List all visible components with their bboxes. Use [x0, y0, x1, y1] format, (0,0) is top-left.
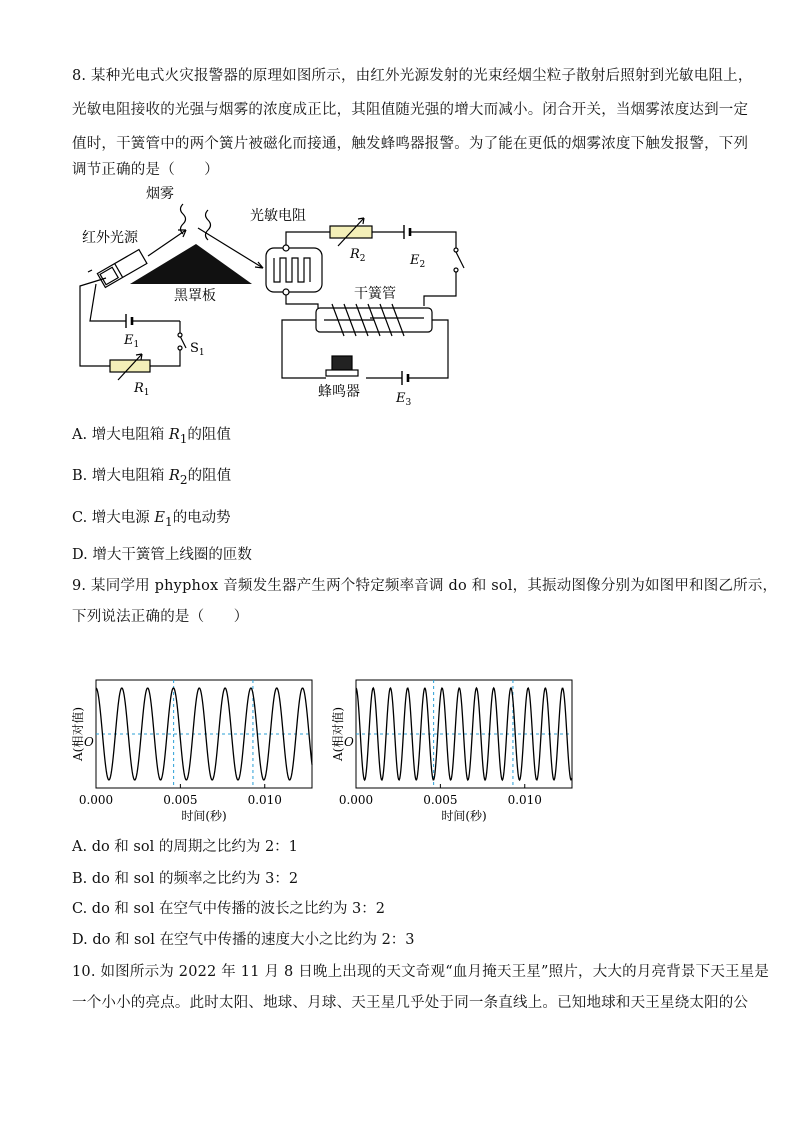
graph-0-xlabel: 时间(秒)	[181, 809, 227, 823]
label-r1: $R_1$	[134, 381, 150, 398]
graph-0-tick-label-0: 0.000	[78, 793, 114, 807]
label-e2: $E_2$	[410, 253, 426, 270]
q10-line-1: 10. 如图所示为 2022 年 11 月 8 日晚上出现的天文奇观“血月掩天王星”照片，大大的月亮背景下天王星是	[72, 964, 770, 980]
q9-option-d[interactable]: D. do 和 sol 在空气中传播的速度大小之比约为 2：3	[72, 932, 415, 948]
label-smoke: 烟雾	[146, 186, 174, 202]
q9-option-a[interactable]: A. do 和 sol 的周期之比约为 2：1	[72, 839, 298, 855]
graph-1-tick-label-2: 0.010	[507, 793, 542, 807]
q9-line-2: 下列说法正确的是（ ）	[72, 609, 249, 625]
label-e3: $E_3$	[396, 391, 412, 408]
graph-0-ylabel: A(相对值)	[71, 706, 85, 762]
q10-line-2: 一个小小的亮点。此时太阳、地球、月球、天王星几乎处于同一条直线上。已知地球和天王星绕太阳的公	[72, 995, 749, 1011]
graph-1-origin-label: O	[344, 735, 354, 749]
graph-0-tick-label-1: 0.005	[163, 793, 198, 807]
graph-1-tick-label-1: 0.005	[423, 793, 458, 807]
label-buzzer: 蜂鸣器	[318, 384, 360, 400]
graph-0-origin-label: O	[84, 735, 94, 749]
resistor-r1	[110, 360, 150, 372]
q8-option-a[interactable]: A. 增大电阻箱 $R_1$的阻值	[72, 427, 231, 446]
label-e1: $E_1$	[124, 333, 140, 350]
fire-alarm-circuit-diagram	[68, 186, 468, 408]
q8-line-4: 调节正确的是（ ）	[72, 162, 219, 178]
label-reed-tube: 干簧管	[354, 286, 396, 302]
label-ir-source: 红外光源	[82, 230, 138, 246]
q8-line-1: 8. 某种光电式火灾报警器的原理如图所示，由红外光源发射的光束经烟尘粒子散射后照射到光敏电阻上，	[72, 68, 753, 84]
q9-option-c[interactable]: C. do 和 sol 在空气中传播的波长之比约为 3：2	[72, 901, 386, 917]
q8-line-3: 值时，干簧管中的两个簧片被磁化而接通，触发蜂鸣器报警。为了能在更低的烟雾浓度下触发报警，下列	[72, 136, 749, 152]
vibration-graphs	[68, 670, 588, 830]
buzzer-icon	[332, 356, 352, 370]
q8-option-b[interactable]: B. 增大电阻箱 $R_2$的阻值	[72, 468, 232, 487]
q9-option-b[interactable]: B. do 和 sol 的频率之比约为 3：2	[72, 871, 299, 887]
q9-line-1: 9. 某同学用 phyphox 音频发生器产生两个特定频率音调 do 和 sol，其振动图像分别为如图甲和图乙所示，	[72, 578, 778, 594]
q8-option-c[interactable]: C. 增大电源 $E_1$的电动势	[72, 510, 231, 529]
q8-line-2: 光敏电阻接收的光强与烟雾的浓度成正比，其阻值随光强的增大而减小。闭合开关，当烟雾浓度达到一定	[72, 102, 749, 118]
label-black-cover: 黑罩板	[174, 288, 216, 304]
graph-1-xlabel: 时间(秒)	[441, 809, 487, 823]
label-s1: $S_1$	[190, 341, 205, 358]
graph-1-ylabel: A(相对值)	[331, 706, 345, 762]
q8-option-d[interactable]: D. 增大干簧管上线圈的匝数	[72, 547, 252, 563]
graph-1-tick-label-0: 0.000	[338, 793, 374, 807]
label-r2: $R_2$	[350, 247, 366, 264]
label-photoresistor: 光敏电阻	[250, 208, 306, 224]
graph-0-tick-label-2: 0.010	[247, 793, 282, 807]
